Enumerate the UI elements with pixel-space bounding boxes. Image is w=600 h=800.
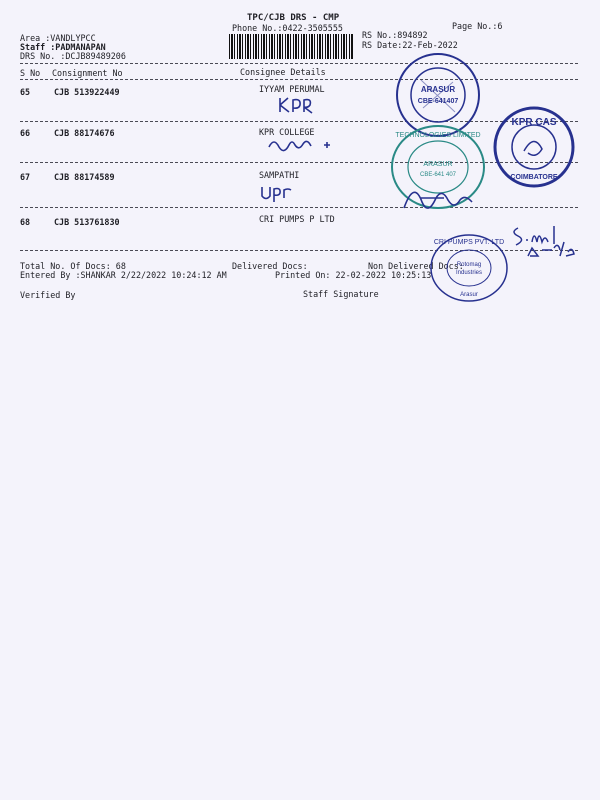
- cri-pumps-stamp: [428, 232, 510, 304]
- signature-row-67: [259, 183, 299, 203]
- svg-text:ARASUR: ARASUR: [420, 85, 456, 94]
- row-consignment: CJB 88174589: [54, 172, 115, 182]
- svg-text:COIMBATORE: COIMBATORE: [510, 174, 558, 181]
- drs-number: DRS No. :DCJB89489206: [20, 51, 126, 61]
- svg-text:KPR CAS: KPR CAS: [511, 117, 557, 128]
- staff-field: Staff :PADMANAPAN: [20, 42, 106, 52]
- col-header-sno: S No: [20, 68, 41, 78]
- svg-text:ARASUR: ARASUR: [423, 161, 453, 168]
- svg-text:CBE-641407: CBE-641407: [417, 98, 459, 105]
- col-header-consignment: Consignment No: [52, 68, 123, 78]
- page-number: Page No.:6: [452, 21, 503, 31]
- divider: [20, 79, 578, 80]
- signature-side-note: [508, 222, 584, 262]
- document-title: TPC/CJB DRS - CMP: [247, 13, 340, 23]
- divider: [20, 63, 578, 64]
- col-header-consignee: Consignee Details: [240, 67, 326, 77]
- row-consignee: SAMPATHI: [259, 170, 300, 180]
- area-field: Area :VANDLYPCC: [20, 33, 96, 43]
- row-consignee: CRI PUMPS P LTD: [259, 214, 335, 224]
- svg-text:TECHNOLOGIES LIMITED: TECHNOLOGIES LIMITED: [395, 132, 481, 139]
- kpr-cas-stamp: [492, 105, 577, 190]
- signature-row-66: [266, 135, 344, 153]
- row-divider: [20, 207, 578, 208]
- barcode: [229, 34, 353, 59]
- row-consignee: KPR COLLEGE: [259, 127, 315, 137]
- row-consignee: IYYAM PERUMAL: [259, 84, 325, 94]
- row-sno: 68: [20, 217, 31, 227]
- signature-row-65: [276, 94, 326, 116]
- printed-on: Printed On: 22-02-2022 10:25:13: [275, 270, 432, 280]
- svg-text:CRI PUMPS PVT. LTD: CRI PUMPS PVT. LTD: [433, 239, 505, 246]
- row-consignment: CJB 513761830: [54, 217, 120, 227]
- svg-text:Arasur: Arasur: [460, 292, 478, 298]
- row-sno: 66: [20, 128, 31, 138]
- rs-number: RS No.:894892: [362, 30, 428, 40]
- verified-by: Verified By: [20, 290, 76, 300]
- signature-stamp-scribble: [400, 178, 490, 216]
- row-sno: 67: [20, 172, 31, 182]
- svg-text:Rotomag: Rotomag: [456, 262, 482, 268]
- delivered-docs: Delivered Docs:: [232, 261, 308, 271]
- total-docs: Total No. Of Docs: 68: [20, 261, 126, 271]
- svg-text:Industries: Industries: [455, 270, 483, 276]
- row-sno: 65: [20, 87, 31, 97]
- entered-by: Entered By :SHANKAR 2/22/2022 10:24:12 AM: [20, 270, 227, 280]
- row-consignment: CJB 88174676: [54, 128, 115, 138]
- non-delivered-docs: Non Delivered Docs:: [368, 261, 464, 271]
- staff-signature: Staff Signature: [303, 289, 379, 299]
- svg-text:CBE-641 407: CBE-641 407: [419, 172, 457, 178]
- row-consignment: CJB 513922449: [54, 87, 120, 97]
- phone-number: Phone No.:0422-3505555: [232, 23, 343, 33]
- rs-date: RS Date:22-Feb-2022: [362, 40, 458, 50]
